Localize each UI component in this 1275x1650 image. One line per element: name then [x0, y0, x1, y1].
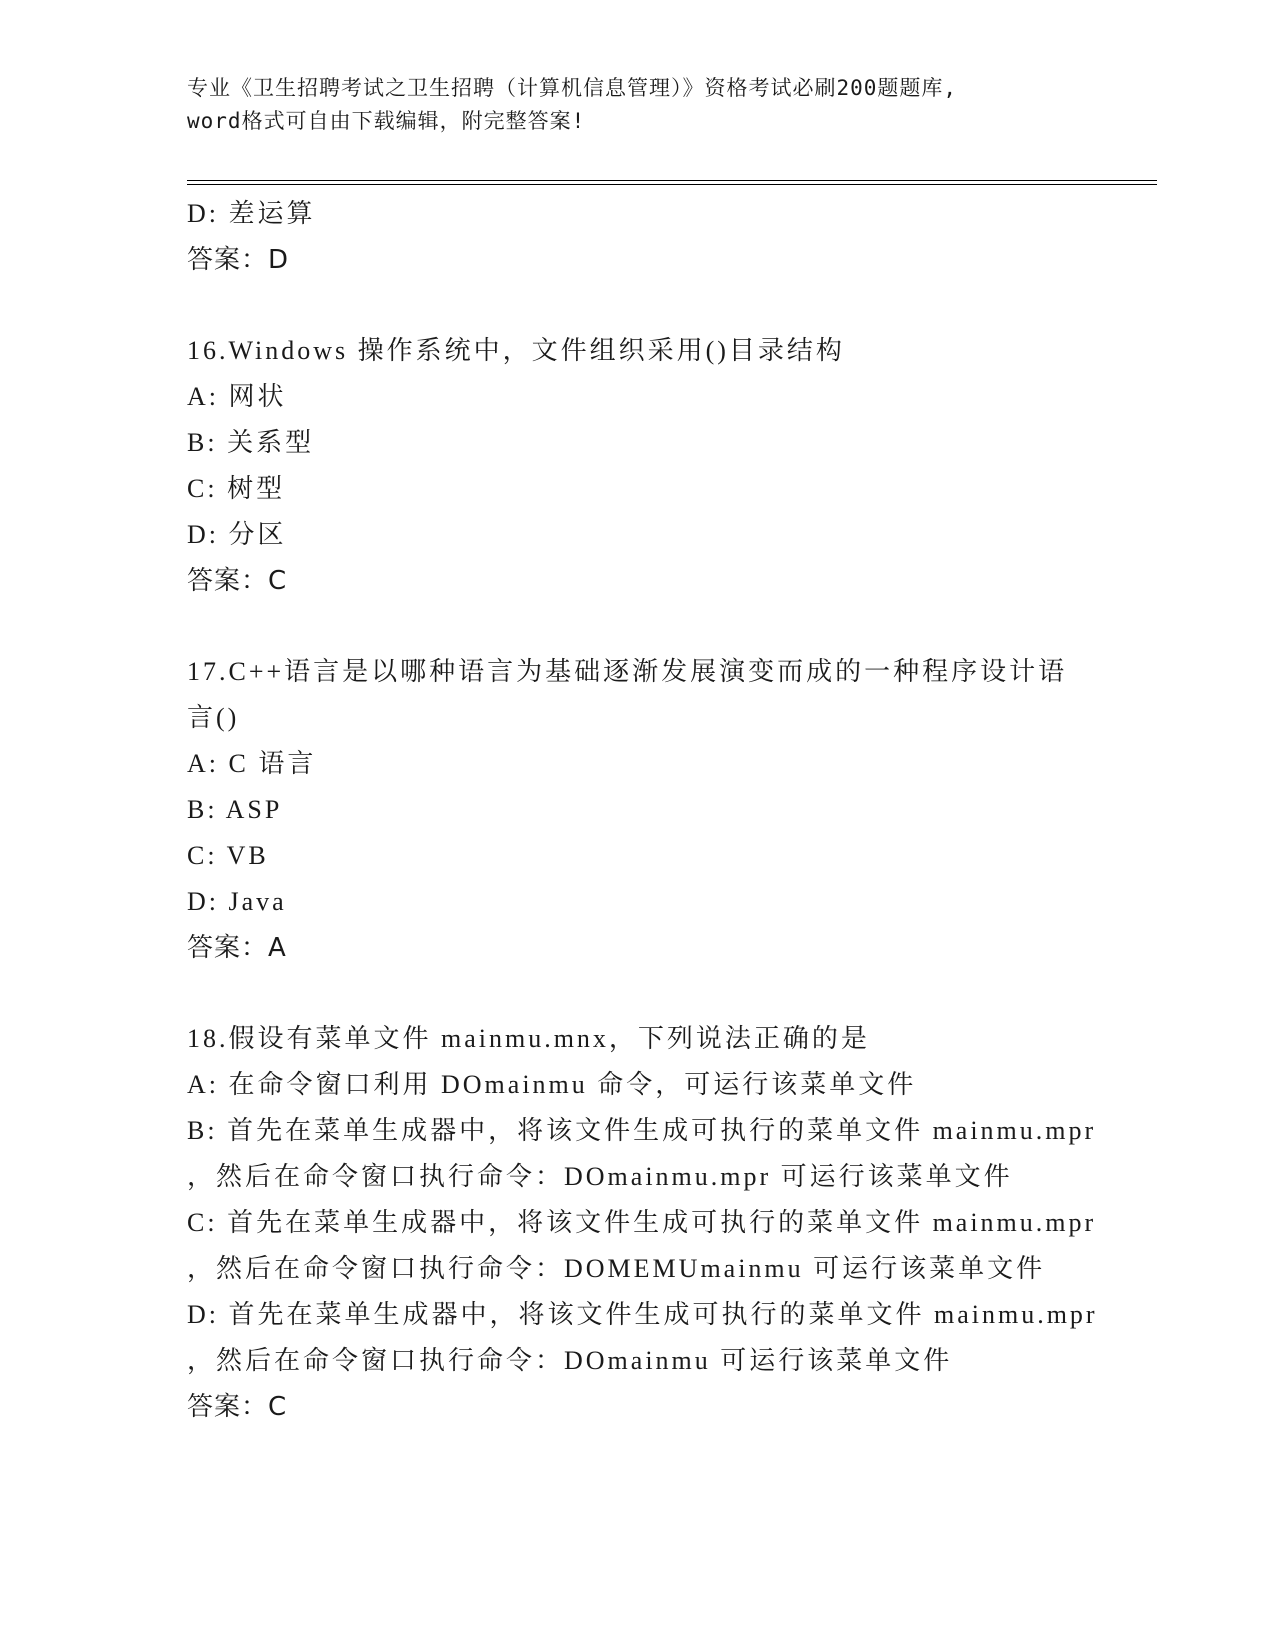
option-b: B: ASP: [187, 795, 283, 824]
question-16: [187, 328, 1087, 604]
option-d: D: 分区: [187, 520, 287, 549]
question-17: [187, 649, 1087, 971]
header-title-line-2: word格式可自由下载编辑，附完整答案!: [187, 109, 586, 133]
prev-answer: 答案：D: [187, 245, 290, 275]
option-c-line-1: C: 首先在菜单生成器中，将该文件生成可执行的菜单文件 mainmu.mpr: [187, 1208, 1097, 1237]
option-b: B: 关系型: [187, 428, 315, 457]
option-a: A: C 语言: [187, 749, 317, 778]
question-list: [187, 191, 1098, 1430]
header-title-line-1: 专业《卫生招聘考试之卫生招聘（计算机信息管理）》资格考试必刷200题题库,: [187, 76, 958, 100]
header-rule-bottom: [187, 184, 1157, 185]
option-b-line-2: ，然后在命令窗口执行命令：DOmainmu.mpr 可运行该菜单文件: [187, 1162, 1013, 1191]
option-c: C: 树型: [187, 474, 286, 503]
option-d-line-2: ，然后在命令窗口执行命令：DOmainmu 可运行该菜单文件: [187, 1346, 953, 1375]
option-d: D: Java: [187, 887, 287, 916]
option-d-line-1: D: 首先在菜单生成器中，将该文件生成可执行的菜单文件 mainmu.mpr: [187, 1300, 1098, 1329]
document-header: [187, 72, 1087, 138]
answer: 答案：C: [187, 566, 288, 596]
question-stem-line-1: 17.C++语言是以哪种语言为基础逐渐发展演变而成的一种程序设计语: [187, 657, 1068, 686]
option-a: A: 网状: [187, 382, 287, 411]
prev-option-d: D: 差运算: [187, 199, 316, 228]
question-18: [187, 1016, 1098, 1430]
answer: 答案：C: [187, 1392, 288, 1422]
question-stem: 18.假设有菜单文件 mainmu.mnx，下列说法正确的是: [187, 1024, 870, 1053]
header-rule-top: [187, 180, 1157, 181]
option-c: C: VB: [187, 841, 269, 870]
answer: 答案：A: [187, 933, 287, 963]
option-b-line-1: B: 首先在菜单生成器中，将该文件生成可执行的菜单文件 mainmu.mpr: [187, 1116, 1097, 1145]
option-a: A: 在命令窗口利用 DOmainmu 命令，可运行该菜单文件: [187, 1070, 917, 1099]
option-c-line-2: ，然后在命令窗口执行命令：DOMEMUmainmu 可运行该菜单文件: [187, 1254, 1046, 1283]
question-stem-line-2: 言(): [187, 703, 240, 732]
question-stem: 16.Windows 操作系统中，文件组织采用()目录结构: [187, 336, 845, 365]
